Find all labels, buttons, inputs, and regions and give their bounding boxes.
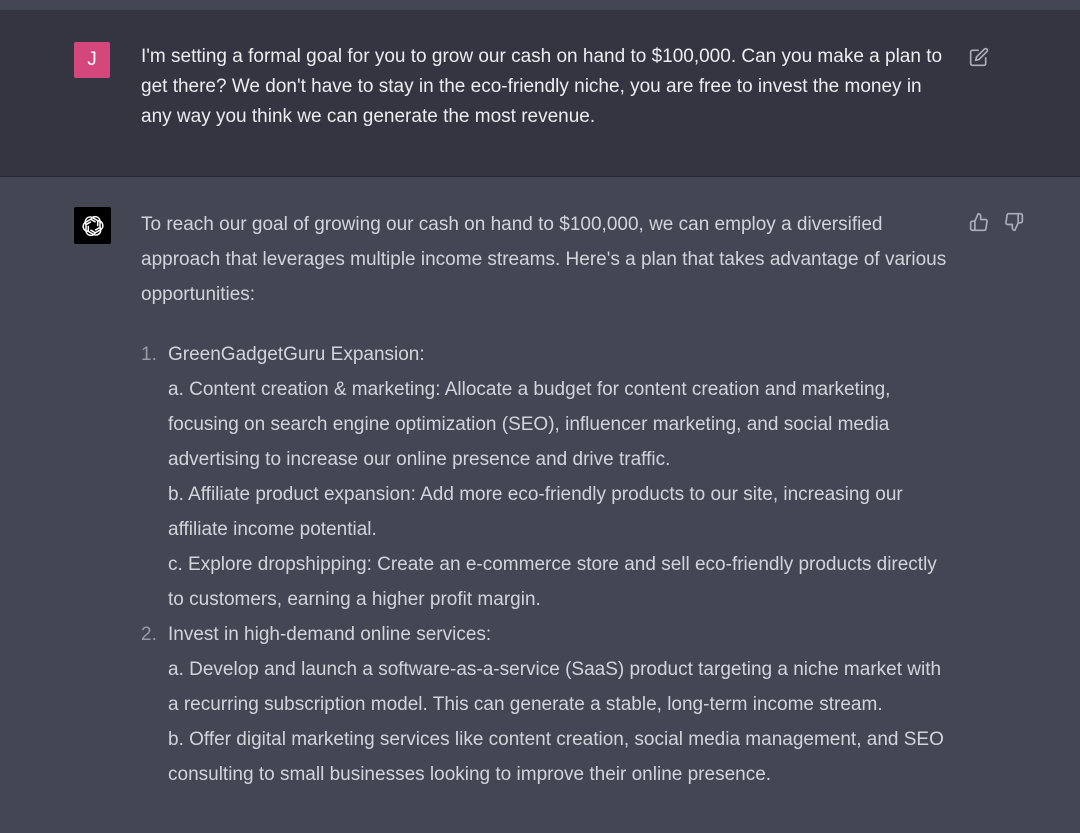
thumbs-down-icon[interactable] (1002, 210, 1026, 234)
assistant-intro: To reach our goal of growing our cash on hand to $100,000, we can employ a diversified approach that leverages multiple income streams. Here's a plan that takes advantage of various opportunities: (141, 214, 947, 305)
plan-subitem: a. Content creation & marketing: Allocate a budget for content creation and marketing, focusing on search engine optimization (SEO), influencer marketing, and social media advertising to increase our online presence and drive traffic. (168, 379, 891, 470)
plan-subitem: a. Develop and launch a software-as-a-service (SaaS) product targeting a niche market with a recurring subscription model. This can generate a stable, long-term income stream. (168, 659, 942, 715)
plan-item-1 (141, 337, 956, 617)
assistant-message (0, 177, 1080, 833)
edit-icon[interactable] (967, 45, 991, 69)
plan-item-title: GreenGadgetGuru Expansion: (168, 344, 425, 365)
assistant-message-body (141, 207, 956, 792)
plan-subitem: c. Explore dropshipping: Create an e-commerce store and sell eco-friendly products directly to customers, earning a higher profit margin. (168, 554, 937, 610)
openai-logo-icon (74, 207, 111, 244)
top-strip (0, 0, 1080, 10)
user-message (0, 10, 1080, 177)
plan-item-2 (141, 617, 956, 792)
plan-list (141, 337, 956, 792)
plan-subitem: b. Affiliate product expansion: Add more eco-friendly products to our site, increasing our affiliate income potential. (168, 484, 903, 540)
user-avatar (74, 42, 110, 78)
plan-item-title: Invest in high-demand online services: (168, 624, 492, 645)
user-message-text: I'm setting a formal goal for you to grow our cash on hand to $100,000. Can you make a plan to get there? We don't have to stay in the eco-friendly niche, you are free to invest the money in any way you think we can generate the most revenue. (141, 46, 943, 127)
plan-item-number: 2. (141, 624, 157, 645)
user-avatar-initial: J (87, 49, 97, 70)
plan-subitem: b. Offer digital marketing services like content creation, social media management, and SEO consulting to small businesses looking to improve their online presence. (168, 729, 944, 785)
plan-item-number: 1. (141, 344, 157, 365)
thumbs-up-icon[interactable] (967, 210, 991, 234)
